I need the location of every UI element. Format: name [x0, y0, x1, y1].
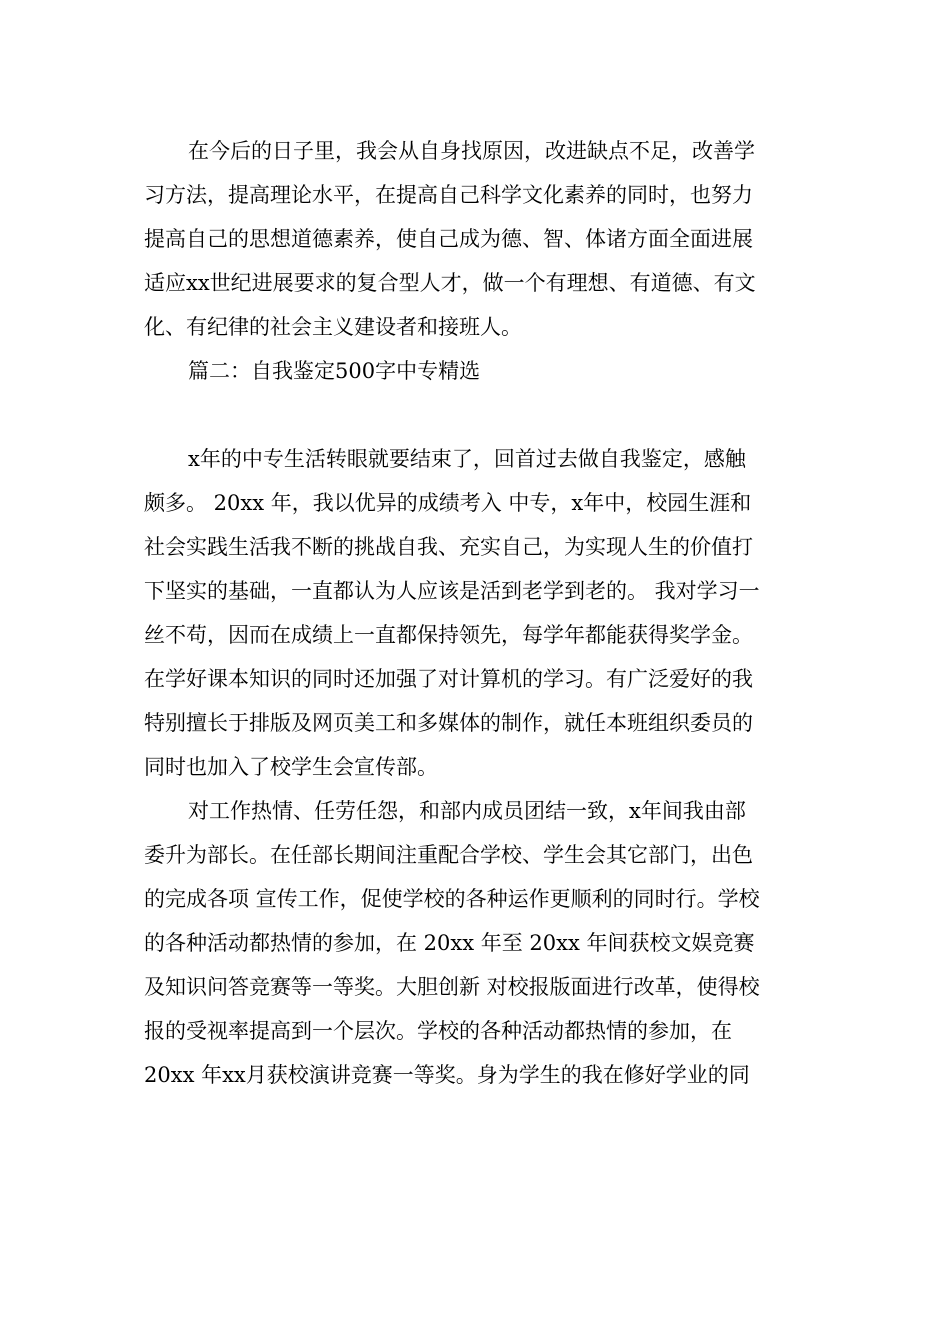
text-line: x年的中专生活转眼就要结束了，回首过去做自我鉴定，感触: [188, 447, 746, 471]
blank-line: [144, 393, 809, 437]
paragraph-conclusion: [144, 129, 809, 349]
text-line: 下坚实的基础，一直都认为人应该是活到老学到老的。 我对学习一: [144, 579, 760, 603]
text-line: 社会实践生活我不断的挑战自我、充实自己，为实现人生的价值打: [144, 535, 753, 559]
text-line: 在学好课本知识的同时还加强了对计算机的学习。有广泛爱好的我: [144, 667, 753, 691]
text-line: 对工作热情、任劳任怨，和部内成员团结一致，x年间我由部: [188, 799, 746, 823]
text-line: 适应xx世纪进展要求的复合型人才，做一个有理想、有道德、有文: [144, 271, 756, 295]
text-line: 委升为部长。在任部长期间注重配合学校、学生会其它部门，出色: [144, 843, 753, 867]
text-line: 化、有纪律的社会主义建设者和接班人。: [144, 315, 522, 339]
paragraph-work: [144, 789, 809, 1097]
text-line: 同时也加入了校学生会宣传部。: [144, 755, 438, 779]
text-line: 及知识问答竞赛等一等奖。大胆创新 对校报版面进行改革，使得校: [144, 975, 760, 999]
document-body: [144, 129, 809, 1097]
text-line: 20xx 年xx月获校演讲竞赛一等奖。身为学生的我在修好学业的同: [144, 1063, 750, 1087]
text-line: 颇多。 20xx 年，我以优异的成绩考入 中专，x年中，校园生涯和: [144, 491, 752, 515]
text-line: 习方法，提高理论水平，在提高自己科学文化素养的同时，也努力: [144, 183, 753, 207]
text-line: 的各种活动都热情的参加，在 20xx 年至 20xx 年间获校文娱竞赛: [144, 931, 755, 955]
text-line: 的完成各项 宣传工作，促使学校的各种运作更顺利的同时行。学校: [144, 887, 760, 911]
text-line: 报的受视率提高到一个层次。学校的各种活动都热情的参加，在: [144, 1019, 732, 1043]
text-line: 在今后的日子里，我会从自身找原因，改进缺点不足，改善学: [188, 139, 755, 163]
text-line: 提高自己的思想道德素养，使自己成为德、智、体诸方面全面进展: [144, 227, 753, 251]
section-title: 篇二：自我鉴定500字中专精选: [188, 359, 481, 383]
paragraph-intro: [144, 437, 809, 789]
text-line: 丝不苟，因而在成绩上一直都保持领先，每学年都能获得奖学金。: [144, 623, 753, 647]
text-line: 特别擅长于排版及网页美工和多媒体的制作，就任本班组织委员的: [144, 711, 753, 735]
